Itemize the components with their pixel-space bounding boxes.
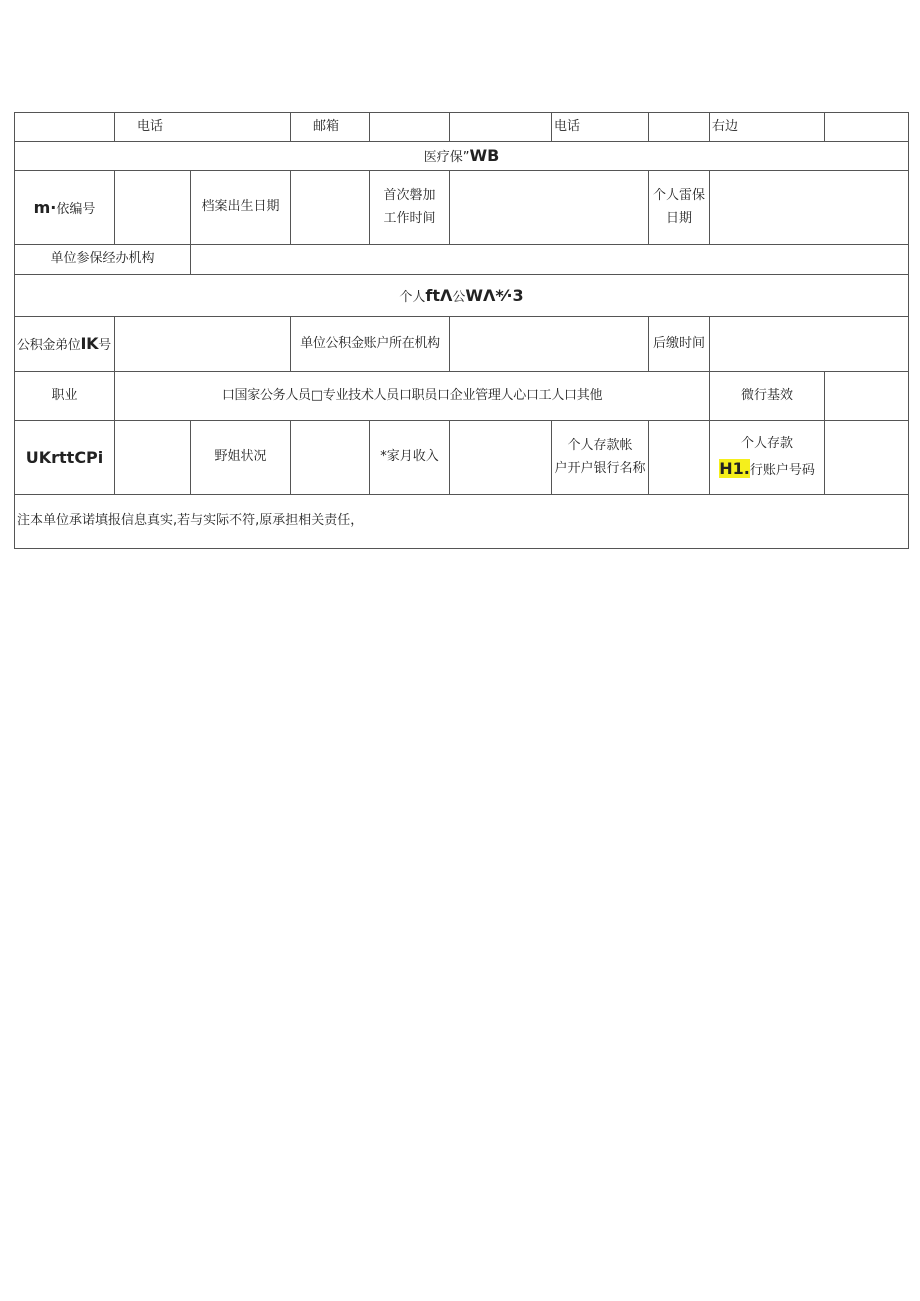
medical-row (15, 171, 909, 245)
medical-number-bold: m· (33, 197, 57, 217)
bank-row-bold-label: UKrttCPi (15, 421, 115, 495)
marital-value[interactable] (291, 421, 370, 495)
commitment-note: 注本单位承诺填报信息真实,若与实际不符,原承担相关责任， (15, 495, 909, 549)
income-value[interactable] (450, 421, 552, 495)
unit-fund-text1: 公积金弟位 (17, 338, 81, 354)
registration-form-table (14, 112, 909, 549)
medical-number-label (15, 171, 115, 245)
job-row (15, 372, 909, 421)
unit-fund-org-value[interactable] (450, 317, 649, 372)
job-options[interactable]: 口国家公务人员□专业技术人员口职员口企业管理人心口工人口其他 (115, 372, 710, 421)
account-number-label (710, 421, 825, 495)
blank-cell (450, 113, 552, 142)
personal-insure-date-value[interactable] (710, 171, 909, 245)
first-work-time-label (370, 171, 450, 245)
deposit-bank-line1: 个人存款帐 (567, 438, 633, 454)
deposit-bank-label (552, 421, 649, 495)
birthdate-value[interactable] (291, 171, 370, 245)
medical-title-prefix: 医疗保” (423, 150, 470, 166)
unit-fund-text2: 号 (98, 338, 111, 354)
medical-section-header (15, 142, 909, 171)
first-work-line2: 工作时间 (383, 210, 436, 226)
fund-title-bold1: ftΛ (425, 285, 453, 305)
fund-row (15, 317, 909, 372)
account-bold-highlight: H1. (719, 458, 750, 478)
phone-value[interactable] (649, 113, 710, 142)
right-edge-value[interactable] (825, 113, 909, 142)
deposit-bank-value[interactable] (649, 421, 710, 495)
phone-label-2: 电话 (552, 113, 649, 142)
bank-row (15, 421, 909, 495)
fund-section-header (15, 275, 909, 317)
note-row (15, 495, 909, 549)
personal-insure-line2: 日期 (666, 210, 693, 226)
personal-insure-line1: 个人雷保 (653, 188, 706, 204)
medical-title-bold: WB (469, 146, 500, 166)
pay-time-value[interactable] (710, 317, 909, 372)
medical-number-text: 依编号 (56, 201, 96, 217)
unit-fund-bold: IK (80, 334, 99, 354)
job-label: 职业 (15, 372, 115, 421)
account-number-value[interactable] (825, 421, 909, 495)
fund-title-mid: 公 (452, 289, 466, 305)
blank-cell (15, 113, 115, 142)
contact-row (15, 113, 909, 142)
account-line1: 个人存款 (741, 435, 794, 451)
agency-row (15, 245, 909, 275)
unit-fund-org-label: 单位公积金账户所在机构 (291, 317, 450, 372)
right-edge-label: 右边 (710, 113, 825, 142)
bank-row-value-1[interactable] (115, 421, 191, 495)
account-line2: 行账户号码 (749, 462, 815, 478)
agency-value[interactable] (191, 245, 909, 275)
unit-fund-account-label (15, 317, 115, 372)
deposit-bank-line2: 户开户银行名称 (554, 460, 646, 476)
unit-fund-account-value[interactable] (115, 317, 291, 372)
personal-insure-date-label (649, 171, 710, 245)
phone-label-1: 电话 (115, 113, 291, 142)
pay-time-label: 后缴时间 (649, 317, 710, 372)
first-work-time-value[interactable] (450, 171, 649, 245)
income-label: *家月收入 (370, 421, 450, 495)
fund-section-title (15, 275, 909, 317)
email-value[interactable] (370, 113, 450, 142)
bank-base-value[interactable] (825, 372, 909, 421)
medical-section-title (15, 142, 909, 171)
fund-title-bold2: WΛ*⁄·3 (465, 285, 524, 305)
birthdate-label: 档案出生日期 (191, 171, 291, 245)
fund-title-prefix: 个人 (399, 289, 426, 305)
email-label: 邮箱 (291, 113, 370, 142)
marital-label: 野姐状况 (191, 421, 291, 495)
medical-number-value[interactable] (115, 171, 191, 245)
agency-label: 单位参保经办机构 (15, 245, 191, 275)
first-work-line1: 首次磐加 (383, 188, 436, 204)
bank-base-label: 微行基效 (710, 372, 825, 421)
